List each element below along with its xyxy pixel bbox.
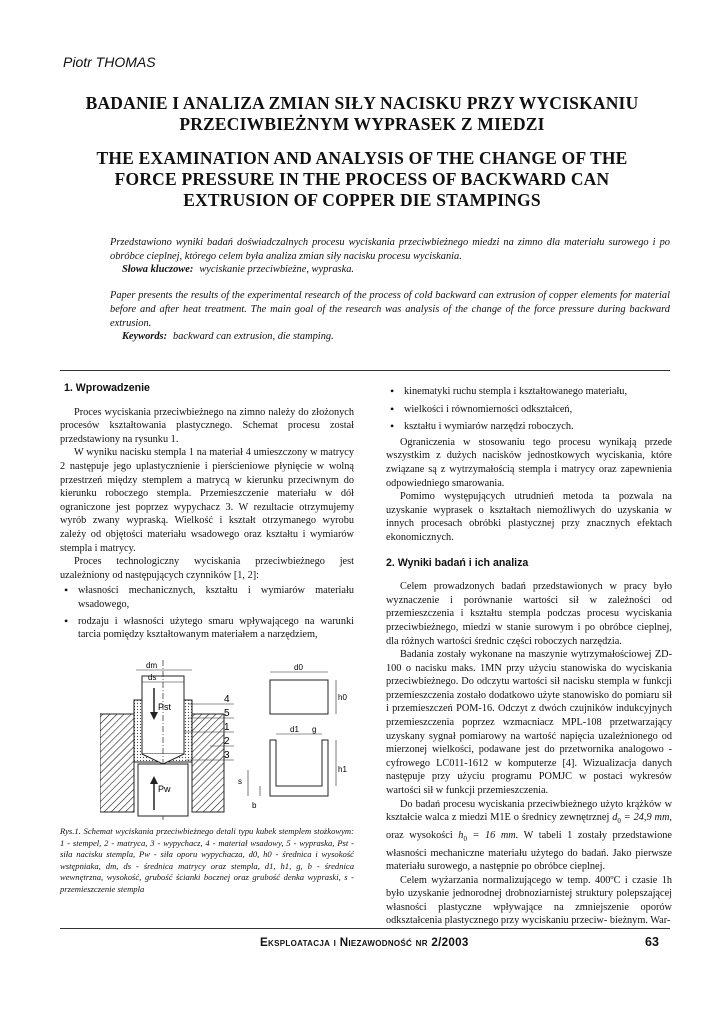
label-1: 1 <box>224 722 230 733</box>
keywords-polish-label: Słowa kluczowe: <box>122 264 194 275</box>
section-1-bullet-1: • własności mechanicznych, kształtu i wymiarów materiału wsadowego, <box>60 584 354 611</box>
section-1-paragraph-2: W wyniku nacisku stempla 1 na materiał 4 umieszczony w matrycy 2 następuje jego uplastycznienie i pierścieniowe płynięcie w wolną przestrzeń między stemplem a matrycą w kierunku przeciwnym do kierunku roboczego stempla. Przemieszczenie materiału w dół ograniczone jest poprzez wypychacz 3. W rezultacie otrzymujemy wyrób zwany wypraską. Wielkość i kształt otrzymanego wyrobu zależy od objętości materiału wsadowego oraz kształtu i wymiarów stempla i matrycy. <box>60 447 354 554</box>
section-1-paragraph-1: Proces wyciskania przeciwbieżnego na zimno należy do złożonych procesów kształtowania plastycznego. Schemat procesu został przedstawiony na rysunku 1. <box>60 406 354 445</box>
p3-d-value: = 24,9 mm, <box>620 812 673 824</box>
section-1-paragraph-3: Proces technologiczny wyciskania przeciwbieżnego jest uzależniony od następujących czynników [1, 2]: <box>60 556 354 581</box>
keywords-polish <box>122 264 354 275</box>
right-column <box>386 385 672 928</box>
p3-part-a: Do badań procesu wyciskania przeciwbieżnego użyto krążków w kształcie walca z miedzi M1E o średnicy zewnętrznej <box>386 798 672 824</box>
page-number: 63 <box>645 935 659 949</box>
title-polish <box>40 93 684 135</box>
title-english-line-2: FORCE PRESSURE IN THE PROCESS OF BACKWARD CAN <box>114 169 610 189</box>
die-right-block <box>192 714 224 812</box>
right-bullet-1: • kinematyki ruchu stempla i kształtowanego materiału, <box>386 385 672 399</box>
label-g: g <box>312 725 317 734</box>
abstract-english: Paper presents the results of the experimental research of the process of cold backward can extrusion of copper elements for material before and after heat treatment. The main goal of the research was analysis of the change of the force pressure during backward extrusion. <box>110 290 670 329</box>
p3-part-f: W tabeli 1 zostały przedstawione własności mechaniczne materiału użytego do badań. Jako pierwsze materiału surowego, a następnie po obróbce cieplnej. <box>386 829 673 873</box>
label-5: 5 <box>224 708 230 719</box>
right-bullet-2: • wielkości i równomierności odkształceń, <box>386 403 672 417</box>
label-pst: Pst <box>158 702 172 712</box>
section-2-paragraph-2: Badania zostały wykonane na maszynie wytrzymałościowej ZD-100 o nacisku maks. 1MN przy użyciu stanowiska do wyciskania przeciwbieżnego. Do odczytu wartości sił nacisku stempla w funkcji przemieszczenia zostało dodatkowo użyte stanowisko do pomiaru sił i przemieszczeń POM-16. Odczyt z dwóch czujników indukcyjnych przemieszczenia poprzez wzmacniacz MPL-108 przetwarzający uzyskany sygnał pomiarowy na wartość napięcia uzależnionego od mierzonej wielkości, podawane jest do przetwornika analogowo - cyfrowego LC011-1612 w komputerze [4]. Wizualizacja danych następuje przy użyciu programu POMJC w postaci wykresów wartości sił w funkcji przemieszczenia. <box>386 649 672 797</box>
right-paragraph-1: Ograniczenia w stosowaniu tego procesu wynikają przede wszystkim z dużych nacisków jednostkowych wyciskania, które związane są z wytrzymałością stempla i matrycy oraz zapewnienia odpowiedniego smarowania. <box>386 436 672 489</box>
p3-h-value: = 16 mm. <box>466 829 519 841</box>
p3-h-symbol: h <box>458 829 464 841</box>
section-2-paragraph-4: Celem wyżarzania normalizującego w temp. 400ºC i czasie 1h było uzyskanie jednorodnej drobnoziarnistej struktury polepszającej własności plastyczne wpływające na zmniejszenie oporów odkształcenia plastycznego przy wyciskaniu przeciw- bieżnym. War- <box>386 874 672 927</box>
section-2-heading: 2. Wyniki badań i ich analiza <box>386 556 529 569</box>
title-english <box>40 148 684 211</box>
keywords-english <box>122 331 334 342</box>
label-pw: Pw <box>158 784 171 794</box>
title-polish-line-2: PRZECIWBIEŻNYM WYPRASEK Z MIEDZI <box>179 114 545 134</box>
label-h1: h1 <box>338 765 347 774</box>
product-cup <box>270 740 328 796</box>
p3-h-subscript: 0 <box>463 834 467 843</box>
keywords-english-label: Keywords: <box>122 331 168 342</box>
label-h0: h0 <box>338 693 347 702</box>
label-s: s <box>238 777 242 786</box>
die-left-block <box>100 714 134 812</box>
abstract-polish: Przedstawiono wyniki badań doświadczalnych procesu wyciskania przeciwbieżnego miedzi na zimno dla materiału surowego i po obróbce cieplnej, którego celem była analiza zmian siły nacisku procesu wyciskania. <box>110 237 670 262</box>
label-ds: ds <box>148 673 157 682</box>
p3-d-symbol: d <box>612 812 618 824</box>
journal-footer: Eksploatacja i Niezawodność nr 2/2003 <box>260 936 469 949</box>
keywords-polish-value: wyciskanie przeciwbieżne, wypraska. <box>199 264 354 275</box>
header-divider <box>60 370 670 371</box>
label-4: 4 <box>224 694 230 705</box>
footer-divider <box>60 928 670 929</box>
figure-1-caption: Rys.1. Schemat wyciskania przeciwbieżnego detali typu kubek stemplem stożkowym: 1 - stempel, 2 - matryca, 3 - wypychacz, 4 - materiał wsadowy, 5 - wypraska, Pst - siła nacisku stempla, Pw - siła oporu wypychacza, d0, h0 - średnica i wysokość wstępniaka, dm, ds - średnica matrycy oraz stempla, d1, h1, g, b - średnica wewnętrzna, wysokość, grubość ścianki bocznej oraz grubość denka wypraski, s - przemieszczenie stempla <box>60 826 354 894</box>
figure-1-schematic <box>100 660 360 820</box>
section-1-bullet-2: • rodzaju i własności użytego smaru wpływającego na warunki tarcia pomiędzy kształtowanym materiałem a narzędziem, <box>60 615 354 642</box>
left-column <box>60 382 354 642</box>
p3-part-c: oraz wysokości <box>386 829 459 841</box>
label-d1: d1 <box>290 725 299 734</box>
right-paragraph-2: Pomimo występujących utrudnień metoda ta pozwala na uzyskanie wyprasek o kształtach niemożliwych do uzyskania w innych procesach obróbki plastycznej przy znacznych efektach ekonomicznych. <box>386 491 672 543</box>
label-dm: dm <box>146 661 158 670</box>
p3-d-subscript: 0 <box>617 817 621 826</box>
section-1-heading: 1. Wprowadzenie <box>64 382 150 394</box>
label-3: 3 <box>224 750 230 761</box>
section-2-paragraph-1: Celem prowadzonych badań przedstawionych w pracy było wyznaczenie i porównanie wartości sił w zależności od przemieszczenia i kształtu stempla podczas procesu wyciskania przeciwbieżnego, miedzi w stanie surowym i po obróbce cieplnej, dla różnych wartości średnic części roboczych narzędzia. <box>386 581 672 647</box>
right-bullet-3: • kształtu i wymiarów narzędzi roboczych. <box>386 420 672 434</box>
keywords-english-value: backward can extrusion, die stamping. <box>173 331 334 342</box>
blank-billet <box>270 680 328 714</box>
title-english-line-1: THE EXAMINATION AND ANALYSIS OF THE CHANGE OF THE <box>96 148 628 168</box>
title-english-line-3: EXTRUSION OF COPPER DIE STAMPINGS <box>183 190 541 210</box>
author: Piotr THOMAS <box>63 54 156 70</box>
label-2: 2 <box>224 736 230 747</box>
label-b: b <box>252 801 257 810</box>
title-polish-line-1: BADANIE I ANALIZA ZMIAN SIŁY NACISKU PRZY WYCISKANIU <box>85 93 639 113</box>
label-d0: d0 <box>294 663 303 672</box>
section-2-paragraph-3 <box>386 798 672 874</box>
